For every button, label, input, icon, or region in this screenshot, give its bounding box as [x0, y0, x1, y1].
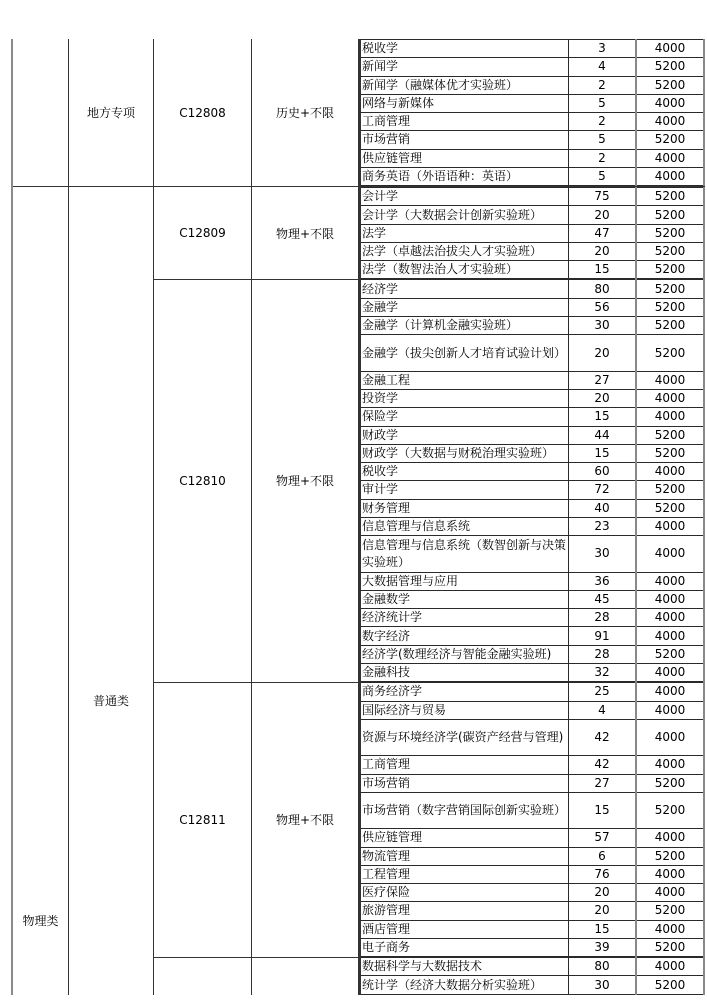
- tuition-fee: 5200: [636, 792, 704, 829]
- major-name: 税收学: [360, 463, 569, 481]
- major-name: 信息管理与信息系统（数智创新与决策实验班）: [360, 536, 569, 573]
- plan-count: 80: [569, 958, 637, 976]
- plan-count: 36: [569, 572, 637, 590]
- major-name: 数据科学与大数据技术: [360, 958, 569, 976]
- majors-table: [359, 957, 705, 995]
- category-cell: 物理类: [12, 187, 69, 995]
- major-name: 法学（卓越法治拔尖人才实验班）: [360, 242, 569, 260]
- plan-count: 4: [569, 58, 637, 76]
- tuition-fee: 4000: [636, 920, 704, 938]
- tuition-fee: 4000: [636, 113, 704, 131]
- tuition-fee: 5200: [636, 976, 704, 994]
- table-row: [360, 280, 704, 298]
- tuition-fee: 4000: [636, 590, 704, 608]
- major-name: 经济统计学: [360, 609, 569, 627]
- major-name: 数字经济: [360, 627, 569, 645]
- major-name: 电子商务: [360, 938, 569, 956]
- table-row: [360, 572, 704, 590]
- subject-requirement: 历史+不限: [252, 39, 359, 187]
- plan-count: 56: [569, 298, 637, 316]
- major-name: 金融科技: [360, 663, 569, 681]
- plan-count: 20: [569, 206, 637, 224]
- major-name: 金融学（拔尖创新人才培育试验计划）: [360, 335, 569, 372]
- plan-count: 75: [569, 188, 637, 206]
- tuition-fee: 4000: [636, 865, 704, 883]
- plan-count: 42: [569, 719, 637, 756]
- plan-count: 45: [569, 590, 637, 608]
- group-code: [154, 957, 252, 995]
- plan-count: 4: [569, 701, 637, 719]
- tuition-fee: 5200: [636, 224, 704, 242]
- plan-count: 25: [569, 683, 637, 701]
- plan-count: 15: [569, 444, 637, 462]
- plan-count: 5: [569, 131, 637, 149]
- tuition-fee: 5200: [636, 335, 704, 372]
- table-row: [360, 627, 704, 645]
- plan-count: 91: [569, 627, 637, 645]
- tuition-fee: 4000: [636, 701, 704, 719]
- major-name: 经济学(数理经济与智能金融实验班): [360, 645, 569, 663]
- table-row: [360, 958, 704, 976]
- plan-count: 57: [569, 829, 637, 847]
- table-row: [360, 499, 704, 517]
- tuition-fee: 4000: [636, 390, 704, 408]
- major-name: 市场营销（数字营销国际创新实验班）: [360, 792, 569, 829]
- table-row: [360, 463, 704, 481]
- tuition-fee: 4000: [636, 719, 704, 756]
- table-row: [360, 94, 704, 112]
- table-row: [360, 242, 704, 260]
- plan-count: 2: [569, 149, 637, 167]
- tuition-fee: 5200: [636, 481, 704, 499]
- major-name: 资源与环境经济学(碳资产经营与管理): [360, 719, 569, 756]
- tuition-fee: 5200: [636, 58, 704, 76]
- plan-count: 15: [569, 408, 637, 426]
- major-name: 财政学（大数据与财税治理实验班）: [360, 444, 569, 462]
- table-row: [360, 58, 704, 76]
- table-row: [360, 701, 704, 719]
- tuition-fee: 4000: [636, 663, 704, 681]
- majors-cell: [359, 187, 706, 280]
- tuition-fee: 5200: [636, 499, 704, 517]
- tuition-fee: 5200: [636, 131, 704, 149]
- table-row: [360, 206, 704, 224]
- major-name: 市场营销: [360, 774, 569, 792]
- tuition-fee: 4000: [636, 958, 704, 976]
- group-row: [12, 187, 705, 280]
- table-row: [360, 536, 704, 573]
- table-row: [360, 298, 704, 316]
- tuition-fee: 5200: [636, 444, 704, 462]
- major-name: 供应链管理: [360, 829, 569, 847]
- table-row: [360, 40, 704, 58]
- major-name: 国际经济与贸易: [360, 701, 569, 719]
- subject-requirement: 物理+不限: [252, 682, 359, 957]
- tuition-fee: 5200: [636, 280, 704, 298]
- tuition-fee: 5200: [636, 261, 704, 279]
- table-row: [360, 756, 704, 774]
- group-code: C12808: [154, 39, 252, 187]
- group-row: [12, 39, 705, 187]
- tuition-fee: 4000: [636, 149, 704, 167]
- plan-count: 27: [569, 371, 637, 389]
- major-name: 商务经济学: [360, 683, 569, 701]
- major-name: 统计学（经济大数据分析实验班）: [360, 976, 569, 994]
- plan-count: 15: [569, 792, 637, 829]
- plan-count: 44: [569, 426, 637, 444]
- admission-plan-table: [11, 39, 705, 995]
- tuition-fee: 5200: [636, 188, 704, 206]
- tuition-fee: 5200: [636, 298, 704, 316]
- major-name: 酒店管理: [360, 920, 569, 938]
- major-name: 金融学: [360, 298, 569, 316]
- major-name: 会计学（大数据会计创新实验班）: [360, 206, 569, 224]
- table-row: [360, 792, 704, 829]
- table-row: [360, 408, 704, 426]
- majors-cell: [359, 39, 706, 187]
- majors-table: [359, 682, 705, 957]
- tuition-fee: 5200: [636, 774, 704, 792]
- table-row: [360, 902, 704, 920]
- subject-requirement: 物理+不限: [252, 279, 359, 682]
- tuition-fee: 4000: [636, 536, 704, 573]
- majors-cell: [359, 682, 706, 957]
- tuition-fee: 4000: [636, 572, 704, 590]
- major-name: 旅游管理: [360, 902, 569, 920]
- tuition-fee: 5200: [636, 902, 704, 920]
- type-cell: 普通类: [69, 187, 154, 995]
- plan-count: 28: [569, 609, 637, 627]
- plan-count: 15: [569, 261, 637, 279]
- plan-count: 3: [569, 40, 637, 58]
- plan-count: 76: [569, 865, 637, 883]
- subject-requirement: 物理+不限: [252, 187, 359, 280]
- table-row: [360, 224, 704, 242]
- plan-count: 80: [569, 280, 637, 298]
- plan-count: 20: [569, 390, 637, 408]
- table-row: [360, 920, 704, 938]
- major-name: 市场营销: [360, 131, 569, 149]
- major-name: 网络与新媒体: [360, 94, 569, 112]
- plan-count: 72: [569, 481, 637, 499]
- table-row: [360, 938, 704, 956]
- group-code: C12811: [154, 682, 252, 957]
- table-row: [360, 113, 704, 131]
- plan-count: 20: [569, 884, 637, 902]
- plan-count: 2: [569, 76, 637, 94]
- table-row: [360, 774, 704, 792]
- category-cell: [12, 39, 69, 187]
- tuition-fee: 5200: [636, 847, 704, 865]
- plan-count: 23: [569, 517, 637, 535]
- table-row: [360, 444, 704, 462]
- table-row: [360, 517, 704, 535]
- table-row: [360, 188, 704, 206]
- table-row: [360, 663, 704, 681]
- table-row: [360, 829, 704, 847]
- major-name: 商务英语（外语语种：英语）: [360, 167, 569, 185]
- majors-table: [359, 279, 705, 682]
- majors-table: [359, 39, 705, 186]
- plan-count: 30: [569, 316, 637, 334]
- tuition-fee: 5200: [636, 242, 704, 260]
- tuition-fee: 4000: [636, 408, 704, 426]
- table-row: [360, 167, 704, 185]
- tuition-fee: 5200: [636, 938, 704, 956]
- tuition-fee: 4000: [636, 371, 704, 389]
- type-cell: 地方专项: [69, 39, 154, 187]
- tuition-fee: 4000: [636, 756, 704, 774]
- tuition-fee: 4000: [636, 683, 704, 701]
- table-row: [360, 481, 704, 499]
- major-name: 新闻学: [360, 58, 569, 76]
- tuition-fee: 4000: [636, 40, 704, 58]
- tuition-fee: 4000: [636, 463, 704, 481]
- subject-requirement: [252, 957, 359, 995]
- plan-count: 39: [569, 938, 637, 956]
- table-row: [360, 316, 704, 334]
- majors-cell: [359, 279, 706, 682]
- major-name: 工商管理: [360, 756, 569, 774]
- table-row: [360, 609, 704, 627]
- major-name: 金融工程: [360, 371, 569, 389]
- plan-count: 20: [569, 902, 637, 920]
- tuition-fee: 4000: [636, 609, 704, 627]
- plan-count: 60: [569, 463, 637, 481]
- plan-count: 30: [569, 976, 637, 994]
- group-code: C12809: [154, 187, 252, 280]
- major-name: 金融数学: [360, 590, 569, 608]
- table-row: [360, 976, 704, 994]
- table-row: [360, 335, 704, 372]
- table-row: [360, 884, 704, 902]
- major-name: 物流管理: [360, 847, 569, 865]
- table-row: [360, 261, 704, 279]
- major-name: 会计学: [360, 188, 569, 206]
- table-row: [360, 865, 704, 883]
- major-name: 法学（数智法治人才实验班）: [360, 261, 569, 279]
- table-row: [360, 645, 704, 663]
- major-name: 审计学: [360, 481, 569, 499]
- plan-count: 42: [569, 756, 637, 774]
- major-name: 信息管理与信息系统: [360, 517, 569, 535]
- major-name: 工商管理: [360, 113, 569, 131]
- tuition-fee: 4000: [636, 884, 704, 902]
- major-name: 保险学: [360, 408, 569, 426]
- table-row: [360, 371, 704, 389]
- plan-count: 15: [569, 920, 637, 938]
- plan-count: 28: [569, 645, 637, 663]
- plan-count: 5: [569, 94, 637, 112]
- group-code: C12810: [154, 279, 252, 682]
- plan-count: 27: [569, 774, 637, 792]
- major-name: 法学: [360, 224, 569, 242]
- major-name: 大数据管理与应用: [360, 572, 569, 590]
- tuition-fee: 5200: [636, 206, 704, 224]
- table-row: [360, 683, 704, 701]
- table-row: [360, 426, 704, 444]
- major-name: 财政学: [360, 426, 569, 444]
- plan-count: 47: [569, 224, 637, 242]
- table-row: [360, 149, 704, 167]
- plan-count: 20: [569, 242, 637, 260]
- plan-count: 2: [569, 113, 637, 131]
- plan-count: 20: [569, 335, 637, 372]
- tuition-fee: 5200: [636, 76, 704, 94]
- table-row: [360, 76, 704, 94]
- table-row: [360, 390, 704, 408]
- tuition-fee: 4000: [636, 517, 704, 535]
- tuition-fee: 4000: [636, 167, 704, 185]
- major-name: 税收学: [360, 40, 569, 58]
- table-row: [360, 719, 704, 756]
- majors-cell: [359, 957, 706, 995]
- major-name: 医疗保险: [360, 884, 569, 902]
- tuition-fee: 4000: [636, 94, 704, 112]
- tuition-fee: 5200: [636, 426, 704, 444]
- plan-count: 40: [569, 499, 637, 517]
- tuition-fee: 4000: [636, 829, 704, 847]
- tuition-fee: 4000: [636, 627, 704, 645]
- plan-count: 6: [569, 847, 637, 865]
- major-name: 经济学: [360, 280, 569, 298]
- table-row: [360, 131, 704, 149]
- outer-table: [11, 39, 705, 995]
- major-name: 财务管理: [360, 499, 569, 517]
- major-name: 工程管理: [360, 865, 569, 883]
- plan-count: 32: [569, 663, 637, 681]
- major-name: 投资学: [360, 390, 569, 408]
- major-name: 供应链管理: [360, 149, 569, 167]
- major-name: 金融学（计算机金融实验班）: [360, 316, 569, 334]
- table-row: [360, 590, 704, 608]
- tuition-fee: 5200: [636, 316, 704, 334]
- majors-table: [359, 187, 705, 279]
- plan-count: 5: [569, 167, 637, 185]
- table-row: [360, 847, 704, 865]
- major-name: 新闻学（融媒体优才实验班）: [360, 76, 569, 94]
- plan-count: 30: [569, 536, 637, 573]
- tuition-fee: 5200: [636, 645, 704, 663]
